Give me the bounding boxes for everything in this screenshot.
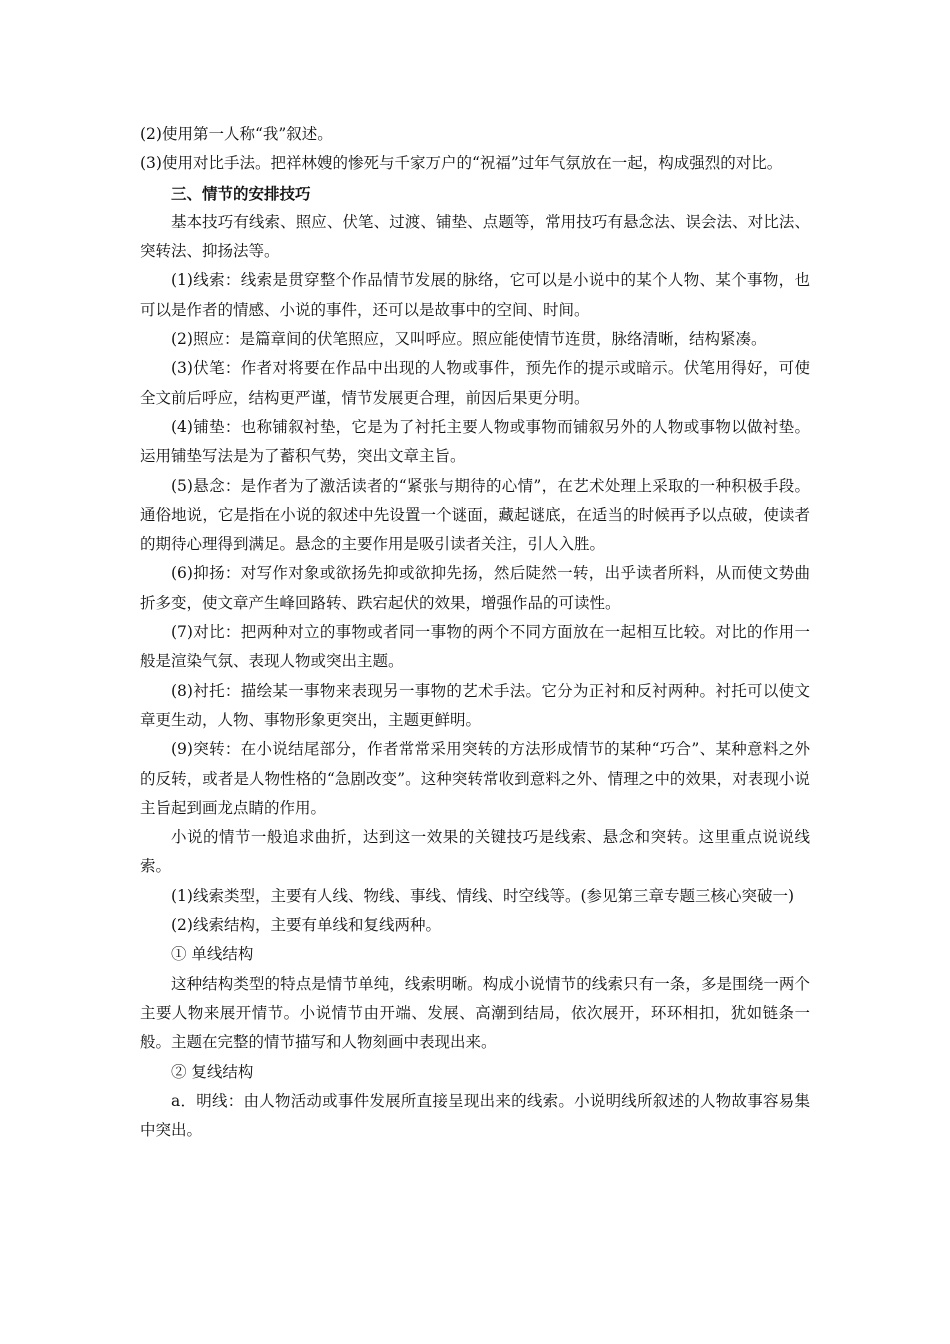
paragraph-plot-summary: 小说的情节一般追求曲折，达到这一效果的关键技巧是线索、悬念和突转。这里重点说说线索。 (140, 828, 810, 876)
paragraph-clue: (1)线索：线索是贯穿整个作品情节发展的脉络，它可以是小说中的某个人物、某个事物，也可以是作者的情感、小说的事件，还可以是故事中的空间、时间。 (140, 271, 810, 319)
paragraph-sudden-turn: (9)突转：在小说结尾部分，作者常常采用突转的方法形成情节的某种“巧合”、某种意料之外的反转，或者是人物性格的“急剧改变”。这种突转常收到意料之外、情理之中的效果，对表现小说主旨起到画龙点睛的作用。 (140, 740, 810, 817)
paragraph-clue-types: (1)线索类型，主要有人线、物线、事线、情线、时空线等。(参见第三章专题三核心突破一) (171, 886, 795, 905)
paragraph-single-line-description: 这种结构类型的特点是情节单纯，线索明晰。构成小说情节的线索只有一条，多是围绕一两个主要人物来展开情节。小说情节由开端、发展、高潮到结局，依次展开，环环相扣，犹如链条一般。主题在完整的情节描写和人物刻画中表现出来。 (140, 974, 810, 1052)
paragraph-clue-structure: (2)线索结构，主要有单线和复线两种。 (171, 916, 441, 935)
paragraph-explicit-line: a．明线：由人物活动或事件发展所直接呈现出来的线索。小说明线所叙述的人物故事容易集中突出。 (140, 1091, 810, 1140)
paragraph-basic-techniques: 基本技巧有线索、照应、伏笔、过渡、铺垫、点题等，常用技巧有悬念法、误会法、对比法、突转法、抑扬法等。 (140, 212, 810, 261)
paragraph-comparison: (7)对比：把两种对立的事物或者同一事物的两个不同方面放在一起相互比较。对比的作用一般是渲染气氛、表现人物或突出主题。 (140, 623, 810, 671)
paragraph-setup: (4)铺垫：也称铺叙衬垫，它是为了衬托主要人物或事物而铺叙另外的人物或事物以做衬垫。运用铺垫写法是为了蓄积气势，突出文章主旨。 (140, 417, 810, 466)
subheading-single-line: ① 单线结构 (171, 945, 254, 964)
paragraph-first-person: (2)使用第一人称“我”叙述。 (140, 125, 333, 143)
paragraph-echo: (2)照应：是篇章间的伏笔照应，又叫呼应。照应能使情节连贯，脉络清晰，结构紧凑。 (171, 330, 767, 349)
document-body (140, 120, 810, 1145)
paragraph-suspense: (5)悬念：是作者为了激活读者的“紧张与期待的心情”，在艺术处理上采取的一种积极手段。通俗地说，它是指在小说的叙述中先设置一个谜面，藏起谜底，在适当的时候再予以点破，使读者的期待心理得到满足。悬念的主要作用是吸引读者关注，引人入胜。 (140, 476, 810, 554)
paragraph-foil: (8)衬托：描绘某一事物来表现另一事物的艺术手法。它分为正衬和反衬两种。衬托可以使文章更生动，人物、事物形象更突出，主题更鲜明。 (140, 681, 810, 729)
paragraph-contrast-method: (3)使用对比手法。把祥林嫂的惨死与千家万户的“祝福”过年气氛放在一起，构成强烈的对比。 (140, 154, 783, 173)
paragraph-restraint-praise: (6)抑扬：对写作对象或欲扬先抑或欲抑先扬，然后陡然一转，出乎读者所料，从而使文势曲折多变，使文章产生峰回路转、跌宕起伏的效果，增强作品的可读性。 (140, 564, 810, 612)
paragraph-foreshadowing: (3)伏笔：作者对将要在作品中出现的人物或事件，预先作的提示或暗示。伏笔用得好，可使全文前后呼应，结构更严谨，情节发展更合理，前因后果更分明。 (140, 359, 810, 407)
section-heading-plot-techniques: 三、情节的安排技巧 (171, 183, 311, 203)
subheading-multi-line: ② 复线结构 (171, 1062, 254, 1081)
